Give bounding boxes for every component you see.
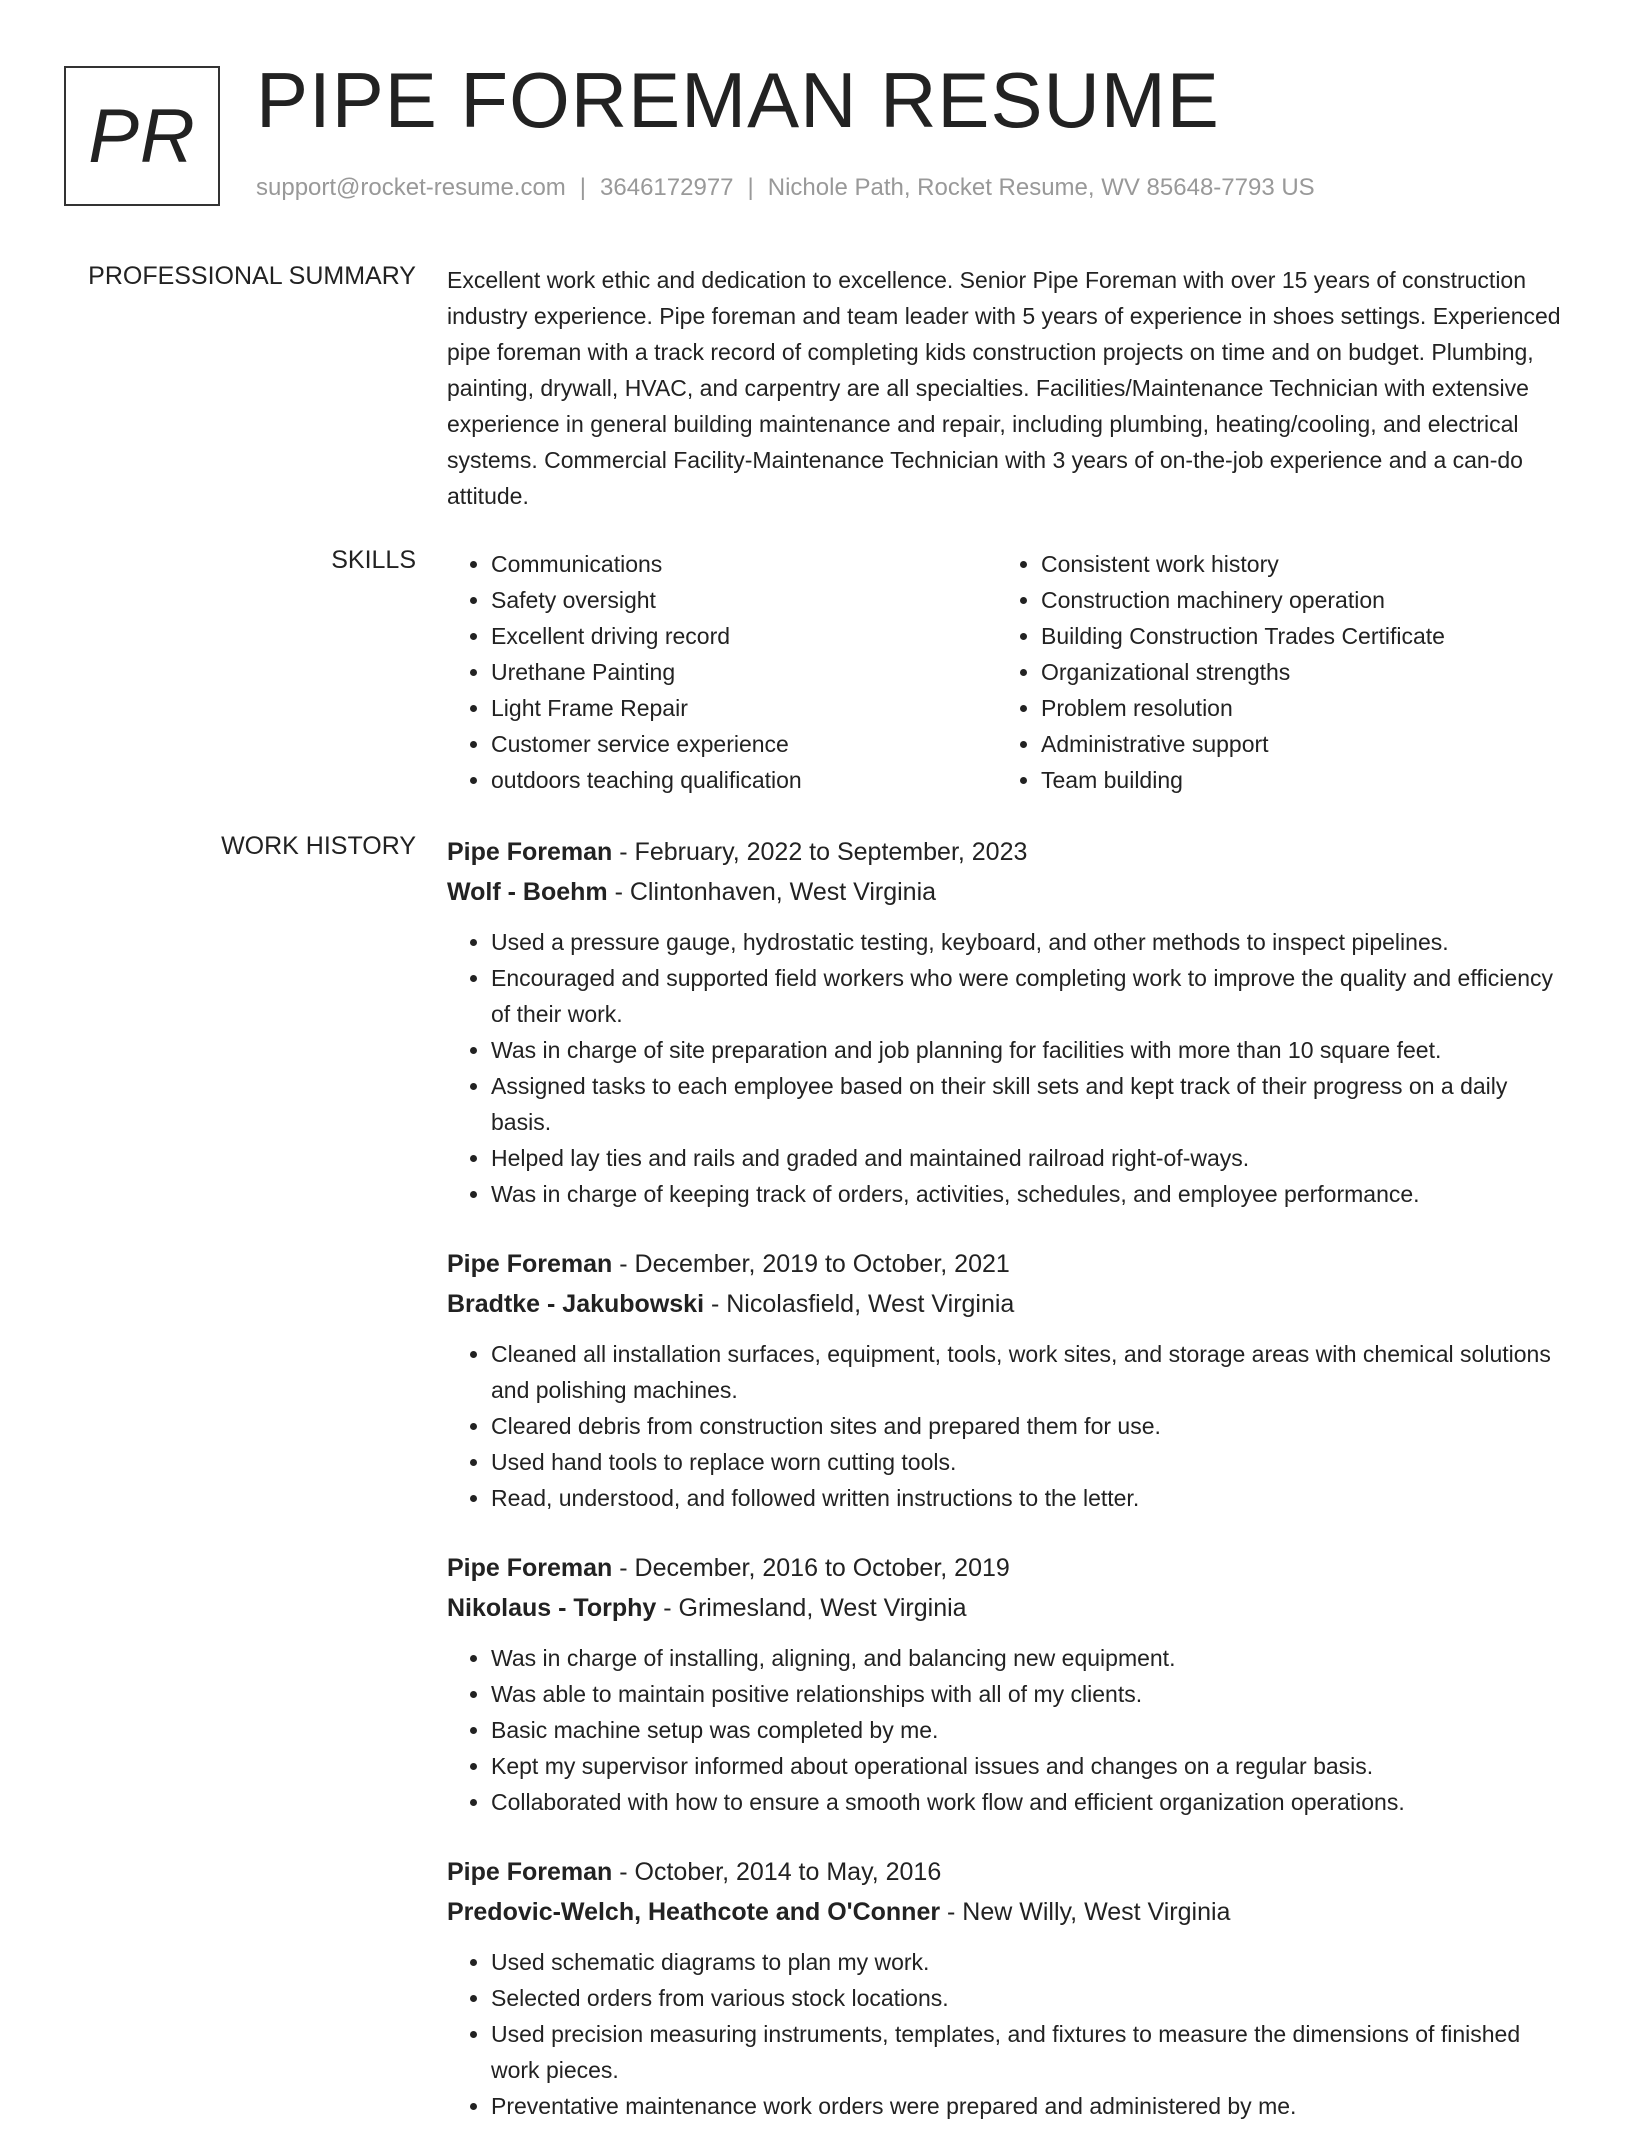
summary-text: Excellent work ethic and dedication to excellence. Senior Pipe Foreman with over 15 years of construction industry experience. Pipe foreman and team leader with 5 years of experience in shoes settings. Experienced pipe foreman with a track record of completing kids construction projects on time and on budget. Plumbing, painting, drywall, HVAC, and carpentry are all specialties. Facilities/Maintenance Technician with extensive experience in general building maintenance and repair, including plumbing, heating/cooling, and electrical systems. Commercial Facility-Maintenance Technician with 3 years of on-the-job experience and a can-do attitude. — [447, 267, 1561, 509]
skill-item: • Light Frame Repair — [491, 690, 997, 726]
job-title-line — [447, 1548, 1562, 1588]
job-bullet: • Was in charge of keeping track of orders, activities, schedules, and employee performance. — [491, 1176, 1562, 1212]
job-bullet: • Used a pressure gauge, hydrostatic testing, keyboard, and other methods to inspect pipelines. — [491, 924, 1562, 960]
job-title-line — [447, 1852, 1562, 1892]
skill-item: • Construction machinery operation — [1041, 582, 1445, 618]
job-title-line — [447, 1244, 1562, 1284]
contact-line — [256, 174, 1315, 202]
job-bullets — [447, 924, 1562, 1212]
job-dates: - October, 2014 to May, 2016 — [612, 1858, 942, 1886]
skill-item: • Customer service experience — [491, 726, 997, 762]
job-company: Nikolaus - Torphy — [447, 1594, 657, 1622]
job-bullet: • Preventative maintenance work orders were prepared and administered by me. — [491, 2088, 1562, 2124]
skill-item: • Problem resolution — [1041, 690, 1445, 726]
job-company-line — [447, 1588, 1562, 1628]
job-title: Pipe Foreman — [447, 838, 613, 866]
skill-item: • Consistent work history — [1041, 546, 1445, 582]
job-entry — [447, 1852, 1562, 2124]
job-entry — [447, 1244, 1562, 1516]
job-bullet: • Cleared debris from construction sites and prepared them for use. — [491, 1408, 1562, 1444]
resume-title: PIPE FOREMAN RESUME — [256, 56, 1220, 144]
job-dates: - February, 2022 to September, 2023 — [612, 838, 1028, 866]
skill-item: • Organizational strengths — [1041, 654, 1445, 690]
monogram-box — [64, 66, 220, 206]
job-bullet: • Collaborated with how to ensure a smooth work flow and efficient organization operations. — [491, 1784, 1562, 1820]
skill-item: • Safety oversight — [491, 582, 997, 618]
section-heading-summary: PROFESSIONAL SUMMARY — [88, 262, 416, 290]
job-bullet: • Read, understood, and followed written instructions to the letter. — [491, 1480, 1562, 1516]
job-bullets — [447, 1944, 1562, 2124]
job-bullet: • Used hand tools to replace worn cutting tools. — [491, 1444, 1562, 1480]
skill-item: • Urethane Painting — [491, 654, 997, 690]
job-company: Wolf - Boehm — [447, 878, 608, 906]
job-bullet: • Kept my supervisor informed about operational issues and changes on a regular basis. — [491, 1748, 1562, 1784]
skill-item: • Excellent driving record — [491, 618, 997, 654]
job-bullet: • Selected orders from various stock locations. — [491, 1980, 1562, 2016]
job-bullet: • Was able to maintain positive relationships with all of my clients. — [491, 1676, 1562, 1712]
job-location: - New Willy, West Virginia — [940, 1898, 1231, 1926]
skill-item: • outdoors teaching qualification — [491, 762, 997, 798]
contact-phone[interactable]: 3646172977 — [600, 174, 734, 201]
job-bullet: • Assigned tasks to each employee based on their skill sets and kept track of their progress on a daily basis. — [491, 1068, 1562, 1140]
job-entry — [447, 832, 1562, 1212]
job-bullet: • Used precision measuring instruments, templates, and fixtures to measure the dimensions of finished work pieces. — [491, 2016, 1562, 2088]
job-location: - Nicolasfield, West Virginia — [704, 1290, 1015, 1318]
skills-list-right — [997, 546, 1445, 798]
job-dates: - December, 2016 to October, 2019 — [612, 1554, 1010, 1582]
job-bullet: • Was in charge of installing, aligning, and balancing new equipment. — [491, 1640, 1562, 1676]
contact-separator: | — [579, 174, 587, 201]
job-bullets — [447, 1336, 1562, 1516]
skill-item: • Administrative support — [1041, 726, 1445, 762]
skill-item: • Communications — [491, 546, 997, 582]
job-title: Pipe Foreman — [447, 1250, 613, 1278]
skills-list-left — [447, 546, 997, 798]
job-bullet: • Basic machine setup was completed by me. — [491, 1712, 1562, 1748]
job-bullet: • Was in charge of site preparation and job planning for facilities with more than 10 square feet. — [491, 1032, 1562, 1068]
job-entry — [447, 1548, 1562, 1820]
job-bullet: • Encouraged and supported field workers who were completing work to improve the quality and efficiency of their work. — [491, 960, 1562, 1032]
job-location: - Grimesland, West Virginia — [656, 1594, 967, 1622]
job-bullet: • Cleaned all installation surfaces, equipment, tools, work sites, and storage areas with chemical solutions and polishing machines. — [491, 1336, 1562, 1408]
job-title: Pipe Foreman — [447, 1858, 613, 1886]
contact-email[interactable]: support@rocket-resume.com — [256, 174, 566, 201]
contact-address: Nichole Path, Rocket Resume, WV 85648-7793 US — [767, 174, 1315, 201]
job-company: Predovic-Welch, Heathcote and O'Conner — [447, 1898, 941, 1926]
monogram-initials: PR — [88, 93, 196, 179]
job-bullet: • Helped lay ties and rails and graded and maintained railroad right-of-ways. — [491, 1140, 1562, 1176]
job-location: - Clintonhaven, West Virginia — [607, 878, 937, 906]
section-heading-work-history: WORK HISTORY — [221, 832, 416, 860]
job-company-line — [447, 1284, 1562, 1324]
job-company: Bradtke - Jakubowski — [447, 1290, 705, 1318]
job-bullets — [447, 1640, 1562, 1820]
job-title: Pipe Foreman — [447, 1554, 613, 1582]
job-title-line — [447, 832, 1562, 872]
skill-item: • Team building — [1041, 762, 1445, 798]
job-dates: - December, 2019 to October, 2021 — [612, 1250, 1010, 1278]
section-heading-skills: SKILLS — [331, 546, 416, 574]
skill-item: • Building Construction Trades Certificate — [1041, 618, 1445, 654]
job-company-line — [447, 1892, 1562, 1932]
contact-separator: | — [747, 174, 754, 201]
jobs-container — [447, 832, 1562, 2156]
job-company-line — [447, 872, 1562, 912]
job-bullet: • Used schematic diagrams to plan my work. — [491, 1944, 1562, 1980]
